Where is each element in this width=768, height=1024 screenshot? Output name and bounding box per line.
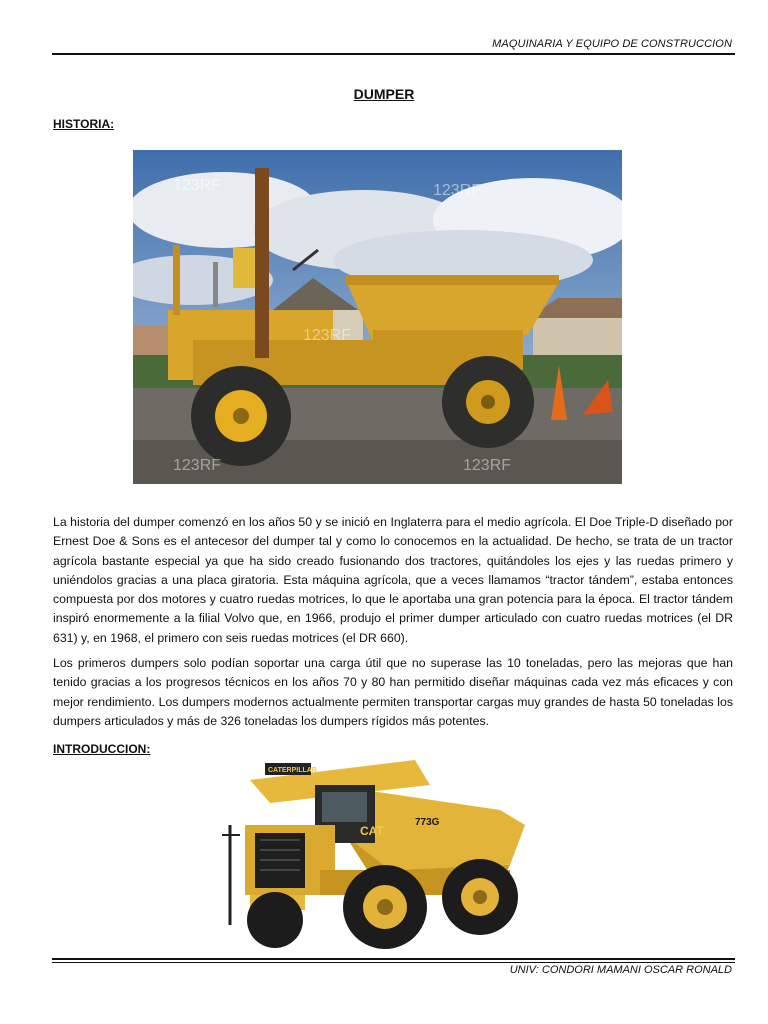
watermark-4: 123RF [173, 457, 222, 474]
page-title: DUMPER [353, 86, 415, 102]
footer-rule-thin [52, 962, 735, 963]
header-title: MAQUINARIA Y EQUIPO DE CONSTRUCCION [492, 38, 732, 50]
watermark-1: 123RF [173, 177, 222, 194]
footer-rule [52, 958, 735, 960]
cat-logo-text: CAT [360, 824, 384, 838]
model-number-text: 773G [415, 817, 440, 828]
watermark-5: 123RF [463, 457, 512, 474]
dumper-photo [133, 150, 622, 484]
paragraph-historia-2: Los primeros dumpers solo podían soportar una carga útil que no superase las 10 toneladas, pero las mejoras que han tenido gracias a los progresos técnicos en los años 70 y 80 han permitido diseñar máquinas cada vez más eficaces y con mejor rendimiento. Los dumpers modernos actualmente permiten transportar cargas muy grandes de hasta 50 toneladas los dumpers articulados y más de 326 toneladas los dumpers rígidos más potentes. [53, 656, 733, 728]
header-rule [52, 53, 735, 55]
caterpillar-brand-text: CATERPILLAR [268, 767, 317, 774]
section-heading-historia: HISTORIA: [53, 117, 115, 131]
cat-haul-truck-image [210, 755, 535, 955]
watermark-3: 123RF [303, 327, 352, 344]
watermark-2: 123RF [433, 182, 482, 199]
footer-author: UNIV: CONDORI MAMANI OSCAR RONALD [509, 964, 732, 976]
paragraph-historia-1: La historia del dumper comenzó en los años 50 y se inició en Inglaterra para el medio agrícola. El Doe Triple-D diseñado por Ernest Doe & Sons es el antecesor del dumper tal y como lo conocemos en la actualidad. De hecho, se trata de un tractor agrícola bastante especial ya que ha sido creado fusionando dos tractores, quitándoles los ejes y las ruedas primero y uniéndolos gracias a una placa giratoria. Esta máquina agrícola, que a veces llamamos “tractor tándem”, estaba entonces compuesta por dos motores y cuatro ruedas motrices, lo que le aportaba una gran potencia para la época. El tractor tándem inspiró enormemente a la filial Volvo que, en 1966, produjo el primer dumper articulado con cuatro ruedas motrices (el DR 631) y, en 1968, el primero con seis ruedas motrices (el DR 660). [53, 515, 733, 645]
section-heading-introduccion: INTRODUCCION: [53, 742, 151, 756]
